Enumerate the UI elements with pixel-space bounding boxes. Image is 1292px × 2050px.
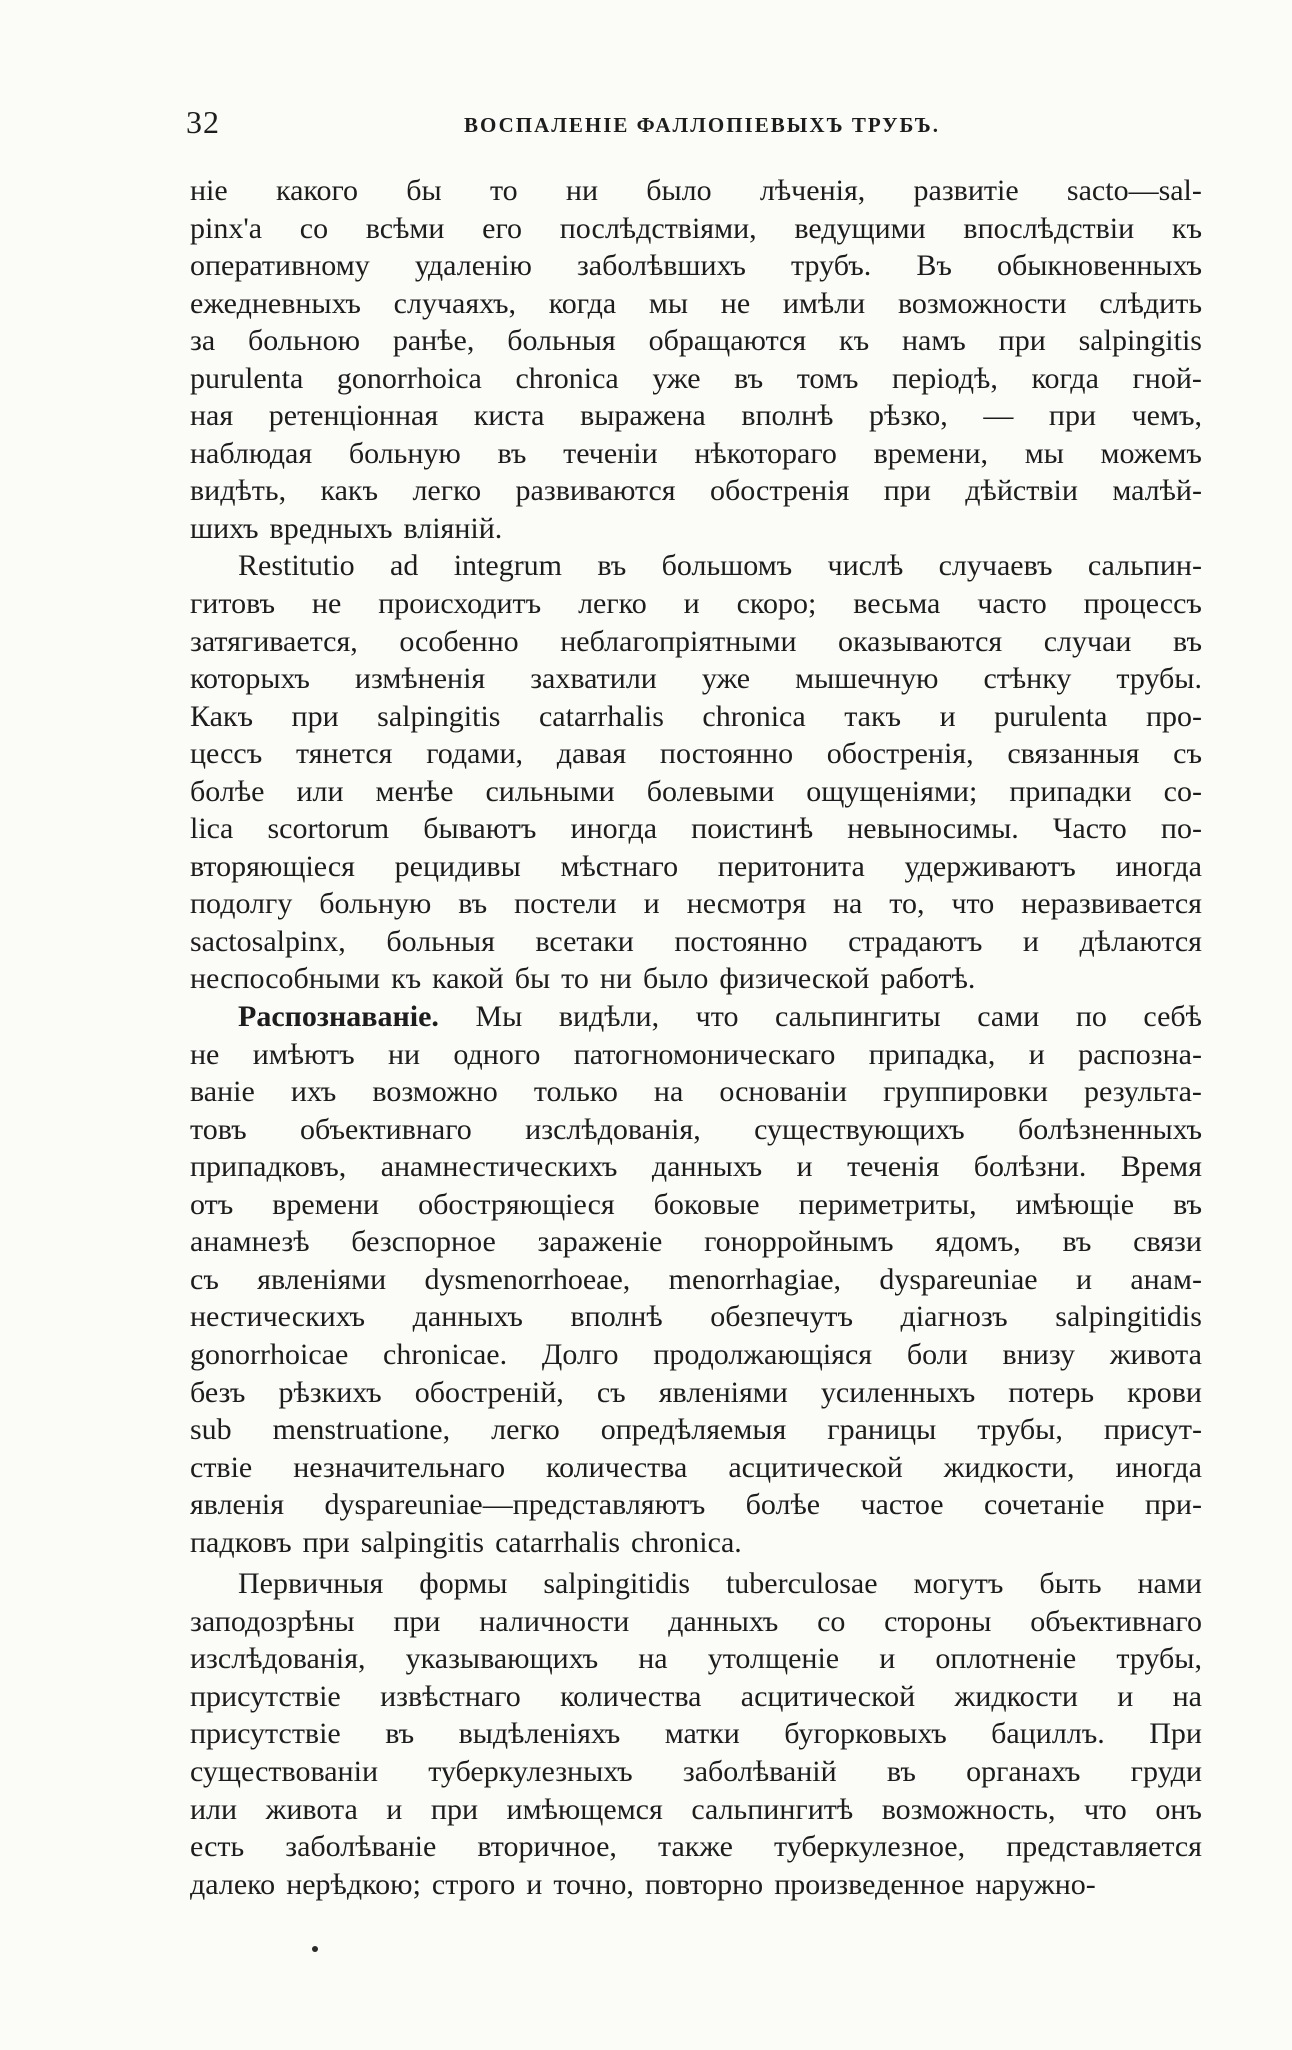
text-line: вторяющіеся рецидивы мѣстнаго перитонита удерживаютъ иногда <box>190 849 1202 883</box>
text-line: не имѣютъ ни одного патогномоническаго припадка, и распозна- <box>190 1037 1202 1071</box>
text-line: съ явленіями dysmenorrhoeae, menorrhagiae, dyspareuniae и анам- <box>190 1262 1202 1296</box>
text-line: sactosalpinx, больныя всетаки постоянно страдаютъ и дѣлаются <box>190 924 1202 958</box>
text-line: Первичныя формы salpingitidis tuberculosae могутъ быть нами <box>238 1567 1202 1601</box>
text-line: присутствіе извѣстнаго количества асцитической жидкости и на <box>190 1679 1202 1713</box>
text-line: гитовъ не происходитъ легко и скоро; весьма часто процессъ <box>190 587 1202 621</box>
text-line: подолгу больную въ постели и несмотря на то, что неразвивается <box>190 887 1202 921</box>
text-line: или живота и при имѣющемся сальпингитѣ возможность, что онъ <box>190 1792 1202 1826</box>
text-line: за больною ранѣе, больныя обращаются къ намъ при salpingitis <box>190 324 1202 358</box>
text-line: ваніе ихъ возможно только на основаніи группировки результа- <box>190 1075 1202 1109</box>
text-line: падковъ при salpingitis catarrhalis chronica. <box>190 1525 742 1559</box>
text-line: sub menstruatione, легко опредѣляемыя границы трубы, присут- <box>190 1413 1202 1447</box>
body-text <box>190 172 1202 1903</box>
text-line: оперативному удаленію заболѣвшихъ трубъ. Въ обыкновенныхъ <box>190 249 1202 283</box>
paragraph <box>190 1565 1202 1903</box>
text-line: заподозрѣны при наличности данныхъ со стороны объективнаго <box>190 1604 1202 1638</box>
text-line: видѣть, какъ легко развиваются обостренія при дѣйствіи малѣй- <box>190 474 1202 508</box>
text-line: есть заболѣваніе вторичное, также туберкулезное, представляется <box>190 1830 1202 1864</box>
text-line: lica scortorum бываютъ иногда поистинѣ невыносимы. Часто по- <box>190 812 1202 846</box>
text-line: Распознаваніе. Мы видѣли, что сальпингиты сами по себѣ <box>190 998 1202 1036</box>
section-heading: Распознаваніе. <box>238 1000 439 1034</box>
text-line: явленія dyspareuniae—представляютъ болѣе частое сочетаніе при- <box>190 1488 1202 1522</box>
text-line: pinx'а со всѣми его послѣдствіями, ведущими впослѣдствіи къ <box>190 211 1202 245</box>
paragraph <box>190 547 1202 998</box>
text-line: ствіе незначительнаго количества асцитической жидкости, иногда <box>190 1450 1202 1484</box>
text-line: существованіи туберкулезныхъ заболѣваній въ органахъ груди <box>190 1754 1202 1788</box>
text-line: Restitutio ad integrum въ большомъ числѣ случаевъ сальпин- <box>238 549 1202 583</box>
paragraph <box>190 998 1202 1561</box>
text-line: Какъ при salpingitis catarrhalis chronica такъ и purulenta про- <box>190 699 1202 733</box>
text-line: нестическихъ данныхъ вполнѣ обезпечутъ діагнозъ salpingitidis <box>190 1300 1202 1334</box>
text-line: затягивается, особенно неблагопріятными оказываются случаи въ <box>190 624 1202 658</box>
text-line: ніе какого бы то ни было лѣченія, развитіе sacto—sal- <box>190 174 1202 207</box>
text-line: отъ времени обостряющіеся боковые периметриты, имѣющіе въ <box>190 1187 1202 1221</box>
text-line: товъ объективнаго изслѣдованія, существующихъ болѣзненныхъ <box>190 1112 1202 1146</box>
text-line: припадковъ, анамнестическихъ данныхъ и теченія болѣзни. Время <box>190 1150 1202 1184</box>
text-line: шихъ вредныхъ вліяній. <box>190 511 503 545</box>
text-line: ная ретенціонная киста выражена вполнѣ рѣзко, — при чемъ, <box>190 399 1202 433</box>
text-line: изслѣдованія, указывающихъ на утолщеніе и оплотненіе трубы, <box>190 1642 1202 1676</box>
ink-speck <box>312 1946 318 1952</box>
running-title: ВОСПАЛЕНІЕ ФАЛЛОПІЕВЫХЪ ТРУБЪ. <box>464 113 940 137</box>
text-line: болѣе или менѣе сильными болевыми ощущеніями; припадки со- <box>190 774 1202 808</box>
text-line: анамнезѣ безспорное зараженіе гонорройнымъ ядомъ, въ связи <box>190 1225 1202 1259</box>
paragraph <box>190 172 1202 547</box>
text-line: цессъ тянется годами, давая постоянно обостренія, связанныя съ <box>190 737 1202 771</box>
text-line: присутствіе въ выдѣленіяхъ матки бугорковыхъ бациллъ. При <box>190 1717 1202 1751</box>
text-line: gonorrhoicae chronicae. Долго продолжающіяся боли внизу живота <box>190 1337 1202 1371</box>
text-line: purulenta gonorrhoica chronica уже въ томъ періодѣ, когда гной- <box>190 361 1202 395</box>
text-line: неспособными къ какой бы то ни было физической работѣ. <box>190 962 976 996</box>
page-number: 32 <box>186 104 220 140</box>
text-line: безъ рѣзкихъ обостреній, съ явленіями усиленныхъ потерь крови <box>190 1375 1202 1409</box>
text-line: далеко нерѣдкою; строго и точно, повторно произведенное наружно- <box>190 1867 1096 1901</box>
text-line: ежедневныхъ случаяхъ, когда мы не имѣли возможности слѣдить <box>190 286 1202 320</box>
text-line: которыхъ измѣненія захватили уже мышечную стѣнку трубы. <box>190 662 1202 696</box>
text-line: наблюдая больную въ теченіи нѣкотораго времени, мы можемъ <box>190 436 1202 470</box>
